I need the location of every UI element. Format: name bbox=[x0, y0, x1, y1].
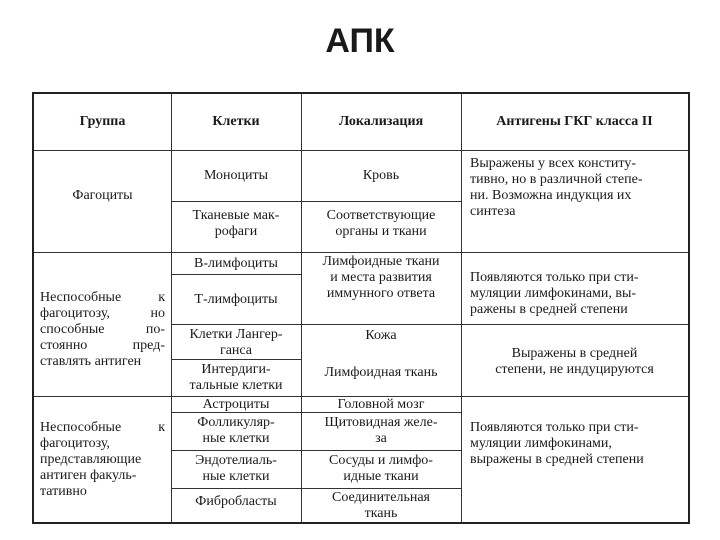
cell-interdigital: Интердиги- тальные клетки bbox=[189, 362, 283, 393]
group-divider-1 bbox=[34, 252, 688, 253]
loc-lymphoid-tissue: Лимфоидная ткань bbox=[324, 365, 438, 380]
cell-monocytes: Моноциты bbox=[203, 168, 269, 183]
header-cells: Клетки bbox=[212, 114, 260, 129]
apc-table bbox=[32, 92, 690, 524]
cell-astrocytes: Астроциты bbox=[202, 397, 270, 412]
header-divider bbox=[34, 150, 688, 151]
header-antigens: Антигены ГКГ класса II bbox=[496, 114, 653, 129]
cell-t-lymphocytes: Т-лимфоциты bbox=[194, 292, 278, 307]
header-localization: Локализация bbox=[338, 114, 424, 129]
group-phagocytes: Фагоциты bbox=[72, 188, 133, 203]
row-divider bbox=[171, 450, 461, 451]
cell-endothelial: Эндотелиаль- ные клетки bbox=[195, 453, 277, 484]
cell-fibroblasts: Фибробласты bbox=[195, 494, 277, 509]
antigen-dendritic: Выражены в средней степени, не индуцируются bbox=[495, 346, 654, 377]
loc-lymphoid-sites: Лимфоидные ткани и места развития иммунного ответа bbox=[322, 254, 440, 301]
row-divider bbox=[171, 359, 301, 360]
antigen-facultative: Появляются только при сти- муляции лимфокинами, выражены в средней степени bbox=[470, 420, 644, 467]
loc-thyroid: Щитовидная желе- за bbox=[324, 415, 438, 446]
row-divider bbox=[171, 274, 301, 275]
loc-blood: Кровь bbox=[362, 168, 400, 183]
cell-b-lymphocytes: В-лимфоциты bbox=[194, 256, 278, 271]
row-divider bbox=[171, 488, 461, 489]
group-non-phagocytic-constant: Неспособные к фагоцитозу, но способные по- стоянно пред- ставлять антиген bbox=[40, 290, 165, 369]
antigen-lymphocytes: Появляются только при сти- муляции лимфокинами, вы- ражены в средней степени bbox=[470, 270, 639, 317]
loc-vessels: Сосуды и лимфо- идные ткани bbox=[329, 453, 433, 484]
column-divider-3 bbox=[461, 94, 462, 522]
row-divider bbox=[461, 324, 688, 325]
loc-connective: Соединительная ткань bbox=[332, 490, 430, 521]
loc-skin: Кожа bbox=[365, 328, 397, 343]
row-divider bbox=[301, 324, 461, 325]
group-non-phagocytic-facultative: Неспособные к фагоцитозу, представляющие антиген факуль- тативно bbox=[40, 420, 165, 499]
antigen-phagocytes: Выражены у всех конститу- тивно, но в различной степе- ни. Возможна индукция их синтеза bbox=[470, 156, 643, 219]
cell-langerhans: Клетки Лангер- ганса bbox=[189, 327, 283, 358]
row-divider bbox=[171, 201, 461, 202]
slide-title: АПК bbox=[325, 22, 395, 60]
cell-macrophages: Тканевые мак- рофаги bbox=[192, 208, 280, 239]
header-group: Группа bbox=[79, 114, 126, 129]
cell-follicular: Фолликуляр- ные клетки bbox=[197, 415, 275, 446]
row-divider bbox=[171, 324, 301, 325]
loc-brain: Головной мозг bbox=[337, 397, 425, 412]
loc-organs: Соответствующие органы и ткани bbox=[326, 208, 436, 239]
